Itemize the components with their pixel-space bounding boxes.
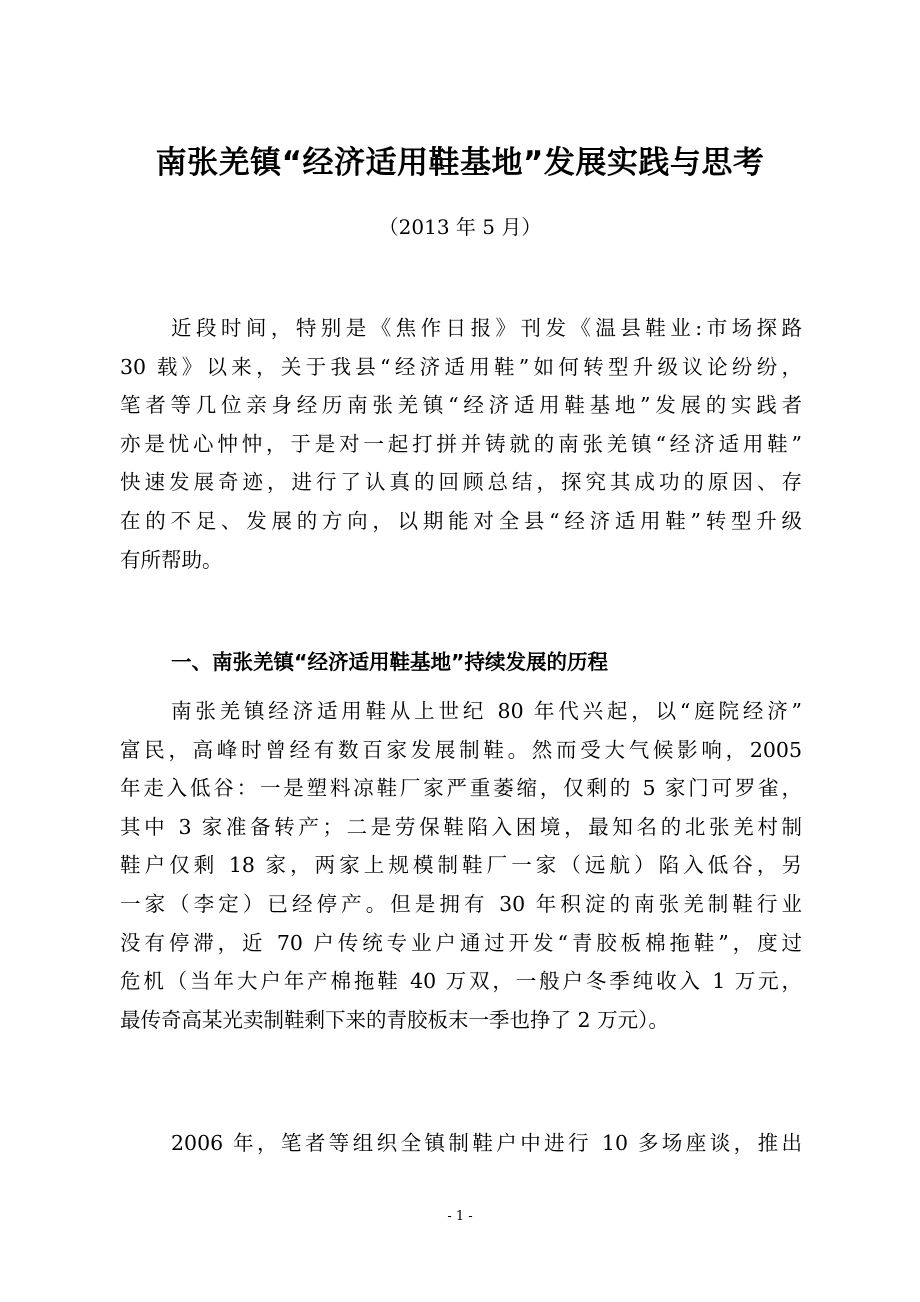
paragraph-line: 快速发展奇迹，进行了认真的回顾总结，探究其成功的原因、存 <box>120 470 802 495</box>
paragraph-line: 有所帮助。 <box>120 547 223 572</box>
continuation-paragraph <box>120 1124 802 1163</box>
document-date: （2013 年 5 月） <box>378 215 542 239</box>
document-title: 南张羌镇“经济适用鞋基地”发展实践与思考 <box>155 145 765 181</box>
paragraph-line: 没有停滞，近 70 户传统专业户通过开发“青胶板棉拖鞋”，度过 <box>120 930 802 955</box>
paragraph-line: 最传奇高某光卖制鞋剩下来的青胶板末一季也挣了 2 万元）。 <box>120 1007 669 1032</box>
paragraph-line: 笔者等几位亲身经历南张羌镇“经济适用鞋基地”发展的实践者 <box>120 393 802 418</box>
section-heading: 一、南张羌镇“经济适用鞋基地”持续发展的历程 <box>171 650 608 674</box>
paragraph-line: 年走入低谷：一是塑料凉鞋厂家严重萎缩，仅剩的 5 家门可罗雀， <box>120 776 802 801</box>
page-number: - 1 - <box>447 1209 473 1224</box>
paragraph-line: 富民，高峰时曾经有数百家发展制鞋。然而受大气候影响，2005 <box>120 737 802 762</box>
paragraph-line: 亦是忧心忡忡，于是对一起打拼并铸就的南张羌镇“经济适用鞋” <box>120 431 802 456</box>
history-paragraph <box>120 692 802 1039</box>
paragraph-line: 南张羌镇经济适用鞋从上世纪 80 年代兴起，以“庭院经济” <box>171 699 802 723</box>
paragraph-line: 2006 年，笔者等组织全镇制鞋户中进行 10 多场座谈，推出 <box>171 1131 802 1155</box>
paragraph-line: 30 载》以来，关于我县“经济适用鞋”如何转型升级议论纷纷， <box>120 354 802 379</box>
paragraph-line: 其中 3 家准备转产；二是劳保鞋陷入困境，最知名的北张羌村制 <box>120 814 802 839</box>
paragraph-line: 在的不足、发展的方向，以期能对全县“经济适用鞋”转型升级 <box>120 508 802 533</box>
paragraph-line: 一家（李定）已经停产。但是拥有 30 年积淀的南张羌制鞋行业 <box>120 891 802 916</box>
intro-paragraph <box>120 309 802 579</box>
paragraph-line: 鞋户仅剩 18 家，两家上规模制鞋厂一家（远航）陷入低谷，另 <box>120 853 802 878</box>
paragraph-line: 近段时间，特别是《焦作日报》刊发《温县鞋业:市场探路 <box>171 316 802 340</box>
paragraph-line: 危机（当年大户年产棉拖鞋 40 万双，一般户冬季纯收入 1 万元， <box>120 969 802 994</box>
